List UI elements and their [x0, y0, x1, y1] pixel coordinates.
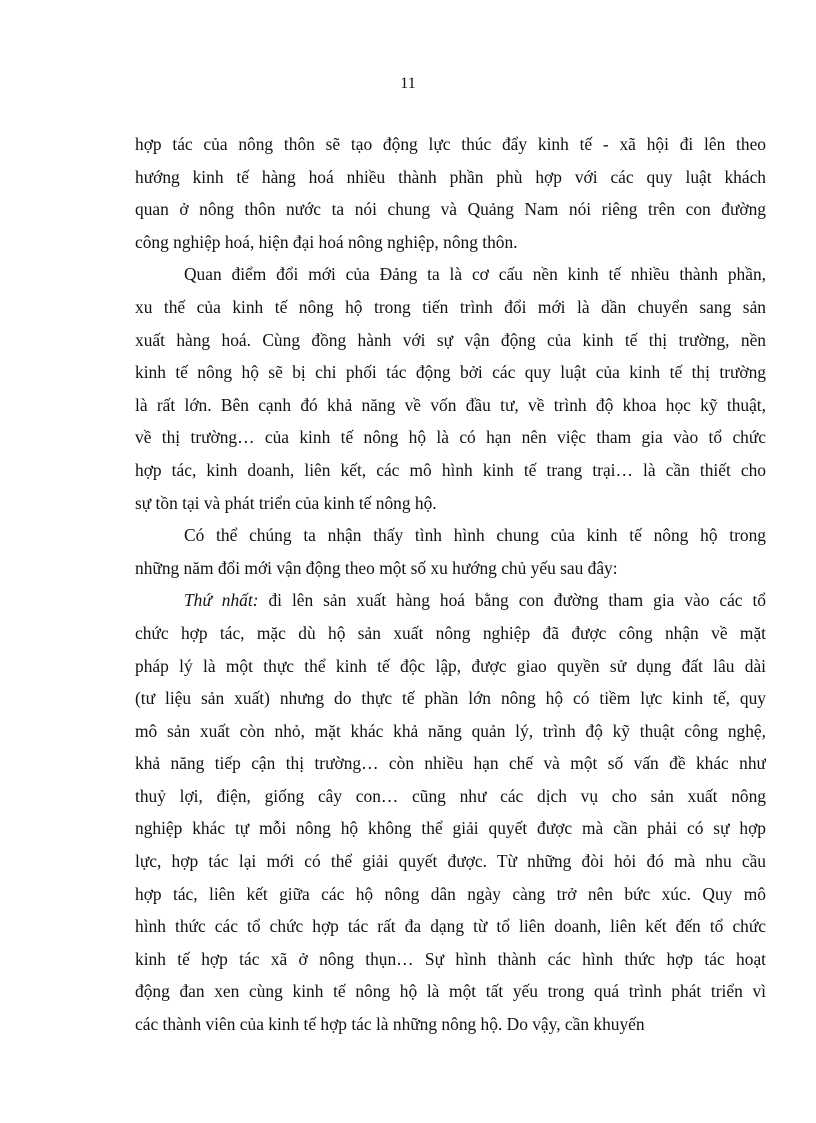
- text-line: lực, hợp tác lại mới có thể giải quyết được. Từ những đòi hỏi đó mà nhu cầu: [135, 851, 766, 872]
- text-line: là rất lớn. Bên cạnh đó khả năng về vốn đầu tư, về trình độ khoa học kỹ thuật,: [135, 394, 766, 415]
- text-line: các thành viên của kinh tế hợp tác là những nông hộ. Do vậy, cần khuyến: [135, 1014, 645, 1035]
- text-line: thuỷ lợi, điện, giống cây con… cũng như các dịch vụ cho sản xuất nông: [135, 785, 766, 806]
- text-line: hướng kinh tế hàng hoá nhiều thành phần phù hợp với các quy luật khách: [135, 166, 766, 187]
- italic-lead: Thứ nhất:: [184, 590, 259, 611]
- text-line: về thị trường… của kinh tế nông hộ là có hạn nên việc tham gia vào tổ chức: [135, 427, 766, 448]
- text-line: Có thể chúng ta nhận thấy tình hình chung của kinh tế nông hộ trong: [184, 525, 766, 546]
- text-line: (tư liệu sản xuất) nhưng do thực tế phần lớn nông hộ có tiềm lực kinh tế, quy: [135, 688, 766, 709]
- text-line-rest: đi lên sản xuất hàng hoá bằng con đường tham gia vào các tổ: [268, 590, 766, 611]
- text-line: khả năng tiếp cận thị trường… còn nhiều hạn chế và một số vấn đề khác như: [135, 753, 766, 774]
- text-line: hình thức các tổ chức hợp tác rất đa dạng từ tổ liên doanh, liên kết đến tổ chức: [135, 916, 766, 937]
- text-line-with-lead: [135, 584, 766, 617]
- document-body: [135, 128, 766, 1041]
- text-line: những năm đổi mới vận động theo một số xu hướng chủ yếu sau đây:: [135, 557, 618, 578]
- text-line: động đan xen cùng kinh tế nông hộ là một tất yếu trong quá trình phát triển vì: [135, 981, 766, 1002]
- text-line: mô sản xuất còn nhỏ, mặt khác khả năng quản lý, trình độ kỹ thuật công nghệ,: [135, 720, 766, 741]
- text-line: công nghiệp hoá, hiện đại hoá nông nghiệp, nông thôn.: [135, 231, 518, 252]
- page-number: 11: [400, 75, 416, 92]
- text-line: chức hợp tác, mặc dù hộ sản xuất nông nghiệp đã được công nhận về mặt: [135, 622, 766, 643]
- text-line: Quan điểm đổi mới của Đảng ta là cơ cấu nền kinh tế nhiều thành phần,: [184, 264, 766, 285]
- text-line: xu thế của kinh tế nông hộ trong tiến trình đổi mới là dần chuyển sang sản: [135, 296, 766, 317]
- text-line: sự tồn tại và phát triển của kinh tế nông hộ.: [135, 492, 437, 513]
- text-line: quan ở nông thôn nước ta nói chung và Quảng Nam nói riêng trên con đường: [135, 199, 766, 220]
- text-line: kinh tế nông hộ sẽ bị chi phối tác động bởi các quy luật của kinh tế thị trường: [135, 362, 766, 383]
- text-line: xuất hàng hoá. Cùng đồng hành với sự vận động của kinh tế thị trường, nền: [135, 329, 766, 350]
- text-line: kinh tế hợp tác xã ở nông thụn… Sự hình thành các hình thức hợp tác hoạt: [135, 948, 766, 969]
- text-line: pháp lý là một thực thể kinh tế độc lập, được giao quyền sử dụng đất lâu dài: [135, 655, 766, 676]
- text-line: hợp tác của nông thôn sẽ tạo động lực thúc đẩy kinh tế - xã hội đi lên theo: [135, 134, 766, 154]
- text-line: hợp tác, liên kết giữa các hộ nông dân ngày càng trở nên bức xúc. Quy mô: [135, 883, 766, 904]
- text-line: hợp tác, kinh doanh, liên kết, các mô hình kinh tế trang trại… là cần thiết cho: [135, 459, 766, 480]
- text-line: nghiệp khác tự mỗi nông hộ không thể giải quyết được mà cần phải có sự hợp: [135, 818, 766, 839]
